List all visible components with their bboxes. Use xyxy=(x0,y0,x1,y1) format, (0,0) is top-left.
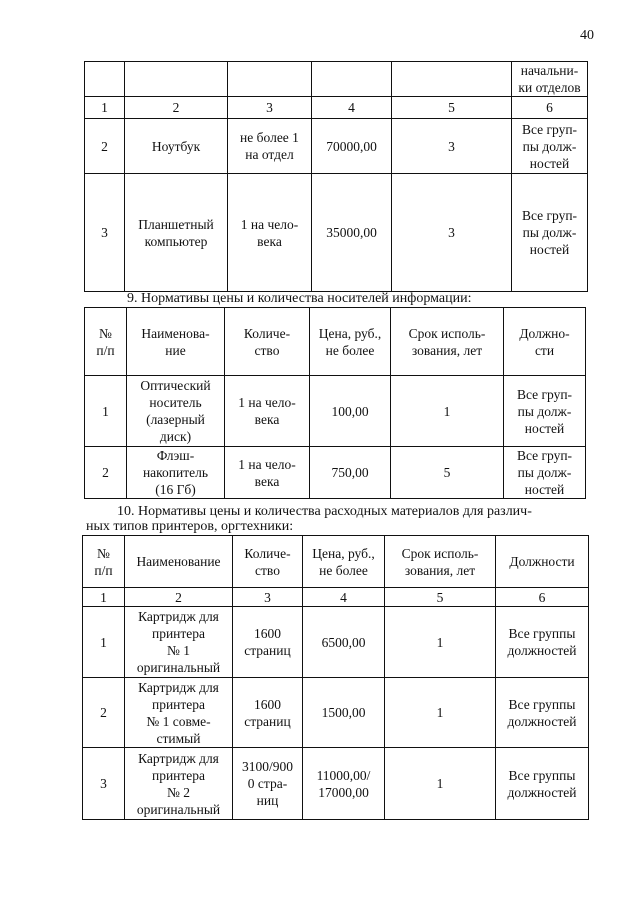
table-cell: 1 xyxy=(385,678,496,748)
column-number-row xyxy=(83,588,589,607)
table-cell: Все груп- пы долж- ностей xyxy=(512,174,588,292)
table-cell: 100,00 xyxy=(310,376,391,447)
table-cell: 1500,00 xyxy=(303,678,385,748)
table-cell: 6500,00 xyxy=(303,607,385,678)
table-cell: 1 на чело- века xyxy=(225,376,310,447)
table-row xyxy=(83,748,589,820)
table-row xyxy=(85,119,588,174)
column-header: Цена, руб., не более xyxy=(303,536,385,588)
table-cell: Все группы должностей xyxy=(496,678,589,748)
table-cell: Все груп- пы долж- ностей xyxy=(504,376,586,447)
table-cell: 35000,00 xyxy=(312,174,392,292)
table-cell xyxy=(392,62,512,97)
table-cell: Картридж для принтера № 1 совме- стимый xyxy=(125,678,233,748)
column-header: Наименование xyxy=(125,536,233,588)
table-cell: 1 xyxy=(83,607,125,678)
page-number: 40 xyxy=(580,28,594,43)
table-cell: 1600 страниц xyxy=(233,607,303,678)
table-row xyxy=(85,62,588,97)
table-cell xyxy=(312,62,392,97)
table-cell: 4 xyxy=(312,97,392,119)
table-row xyxy=(85,174,588,292)
table-cell: 1600 страниц xyxy=(233,678,303,748)
table-cell: 5 xyxy=(391,447,504,499)
table-cell: 2 xyxy=(85,119,125,174)
column-header: Количе- ство xyxy=(225,308,310,376)
table-cell: 2 xyxy=(125,588,233,607)
table-row xyxy=(83,678,589,748)
table-cell: Картридж для принтера № 1 оригинальный xyxy=(125,607,233,678)
table-row xyxy=(83,607,589,678)
table-cell: Планшетный компьютер xyxy=(125,174,228,292)
table-cell: Ноутбук xyxy=(125,119,228,174)
table-cell: 3 xyxy=(83,748,125,820)
table-cell: 1 на чело- века xyxy=(228,174,312,292)
table-cell: 3100/900 0 стра- ниц xyxy=(233,748,303,820)
table-cell: 1 на чело- века xyxy=(225,447,310,499)
table-cell: 1 xyxy=(85,376,127,447)
table-cell xyxy=(85,62,125,97)
column-header: Срок исполь- зования, лет xyxy=(391,308,504,376)
column-header: Должно- сти xyxy=(504,308,586,376)
table-cell: Все груп- пы долж- ностей xyxy=(504,447,586,499)
table-cell xyxy=(125,62,228,97)
table-cell: 1 xyxy=(385,748,496,820)
table-cell: 3 xyxy=(228,97,312,119)
table-cell: 1 xyxy=(385,607,496,678)
table-cell: 6 xyxy=(512,97,588,119)
table-cell: 3 xyxy=(392,119,512,174)
table-cell: 5 xyxy=(385,588,496,607)
column-number-row xyxy=(85,97,588,119)
table-cell: Все груп- пы долж- ностей xyxy=(512,119,588,174)
computer-equipment-table xyxy=(84,61,588,292)
table-cell: Флэш- накопитель (16 Гб) xyxy=(127,447,225,499)
table-cell: 1 xyxy=(85,97,125,119)
section-10-title-line1: 10. Нормативы цены и количества расходных материалов для различ- xyxy=(117,504,532,519)
table-cell xyxy=(228,62,312,97)
table-header-row xyxy=(85,308,586,376)
column-header: Наименова- ние xyxy=(127,308,225,376)
table-cell: 3 xyxy=(392,174,512,292)
table-cell: 70000,00 xyxy=(312,119,392,174)
table-cell: начальни- ки отделов xyxy=(512,62,588,97)
column-header: Количе- ство xyxy=(233,536,303,588)
section-10-title-line2: ных типов принтеров, оргтехники: xyxy=(86,519,294,534)
column-header: № п/п xyxy=(83,536,125,588)
table-cell: 1 xyxy=(391,376,504,447)
column-header: № п/п xyxy=(85,308,127,376)
table-cell: 2 xyxy=(125,97,228,119)
table-cell: не более 1 на отдел xyxy=(228,119,312,174)
table-cell: 11000,00/ 17000,00 xyxy=(303,748,385,820)
section-9-title: 9. Нормативы цены и количества носителей информации: xyxy=(127,291,472,306)
consumables-table xyxy=(82,535,589,820)
table-cell: 3 xyxy=(233,588,303,607)
column-header: Цена, руб., не более xyxy=(310,308,391,376)
table-cell: 4 xyxy=(303,588,385,607)
table-cell: 5 xyxy=(392,97,512,119)
table-row xyxy=(85,447,586,499)
table-cell: Оптический носитель (лазерный диск) xyxy=(127,376,225,447)
storage-media-table xyxy=(84,307,586,499)
column-header: Должности xyxy=(496,536,589,588)
column-header: Срок исполь- зования, лет xyxy=(385,536,496,588)
table-cell: Все группы должностей xyxy=(496,748,589,820)
table-cell: Все группы должностей xyxy=(496,607,589,678)
table-cell: Картридж для принтера № 2 оригинальный xyxy=(125,748,233,820)
table-header-row xyxy=(83,536,589,588)
table-cell: 1 xyxy=(83,588,125,607)
table-cell: 2 xyxy=(85,447,127,499)
table-cell: 2 xyxy=(83,678,125,748)
table-row xyxy=(85,376,586,447)
table-cell: 750,00 xyxy=(310,447,391,499)
table-cell: 6 xyxy=(496,588,589,607)
table-cell: 3 xyxy=(85,174,125,292)
